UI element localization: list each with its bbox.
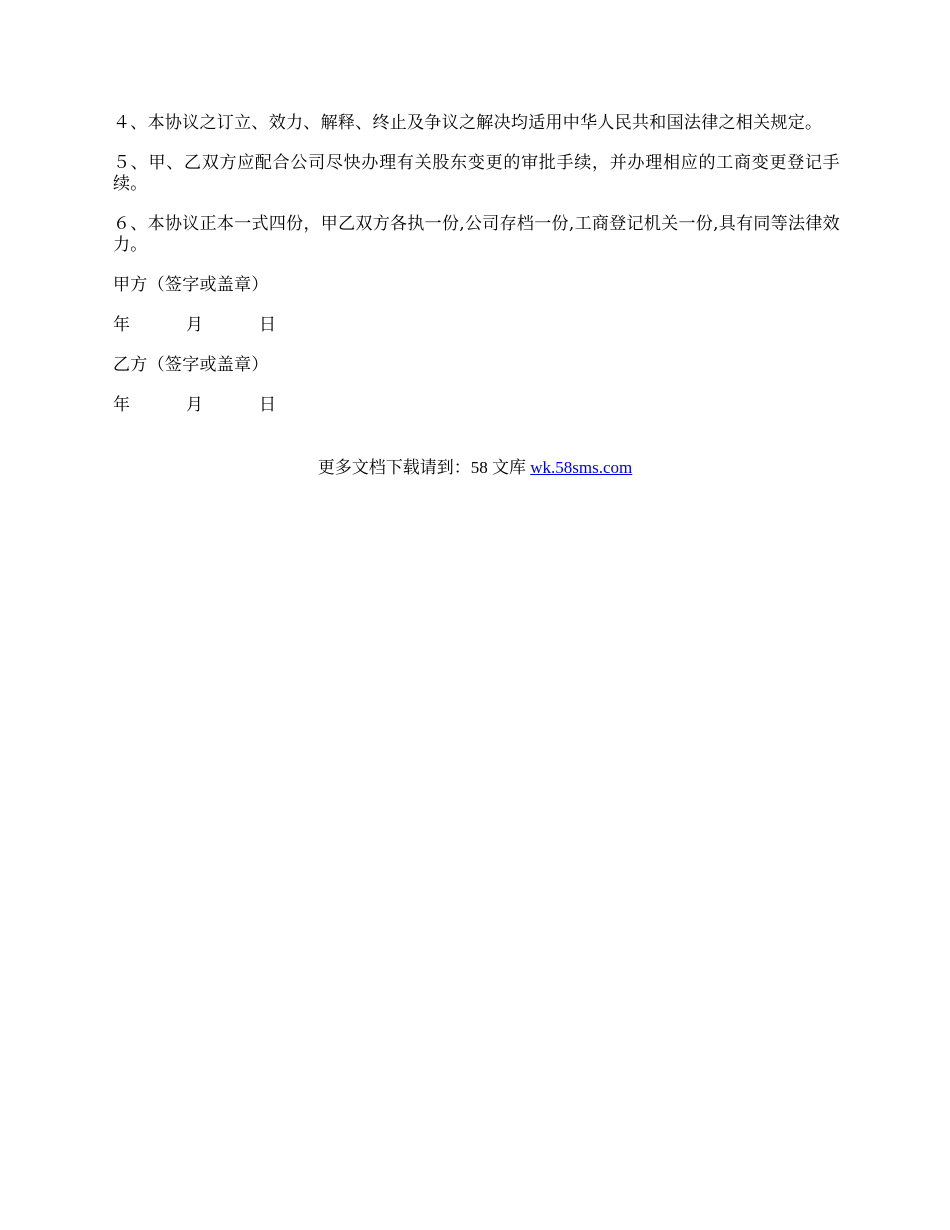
party-a-year: 年 bbox=[113, 315, 130, 335]
document-body bbox=[113, 113, 840, 435]
party-a-signature-label: 甲方（签字或盖章） bbox=[113, 275, 269, 295]
party-a-month: 月 bbox=[186, 315, 203, 335]
download-footer bbox=[0, 456, 950, 480]
party-b-month: 月 bbox=[186, 395, 203, 415]
party-a-day: 日 bbox=[259, 315, 276, 335]
clause-5: ５、甲、乙双方应配合公司尽快办理有关股东变更的审批手续，并办理相应的工商变更登记手续。 bbox=[113, 153, 840, 194]
party-b-day: 日 bbox=[259, 395, 276, 415]
clause-4: ４、本协议之订立、效力、解释、终止及争议之解决均适用中华人民共和国法律之相关规定。 bbox=[113, 113, 823, 133]
website-link[interactable]: wk.58sms.com bbox=[530, 458, 633, 477]
clause-6: ６、本协议正本一式四份，甲乙双方各执一份,公司存档一份,工商登记机关一份,具有同等法律效力。 bbox=[113, 214, 840, 255]
party-b-signature-label: 乙方（签字或盖章） bbox=[113, 355, 269, 375]
footer-prefix-text: 更多文档下载请到：58 文库 bbox=[317, 458, 531, 477]
party-a-date-line bbox=[113, 315, 840, 336]
party-b-year: 年 bbox=[113, 395, 130, 415]
party-b-date-line bbox=[113, 395, 840, 416]
